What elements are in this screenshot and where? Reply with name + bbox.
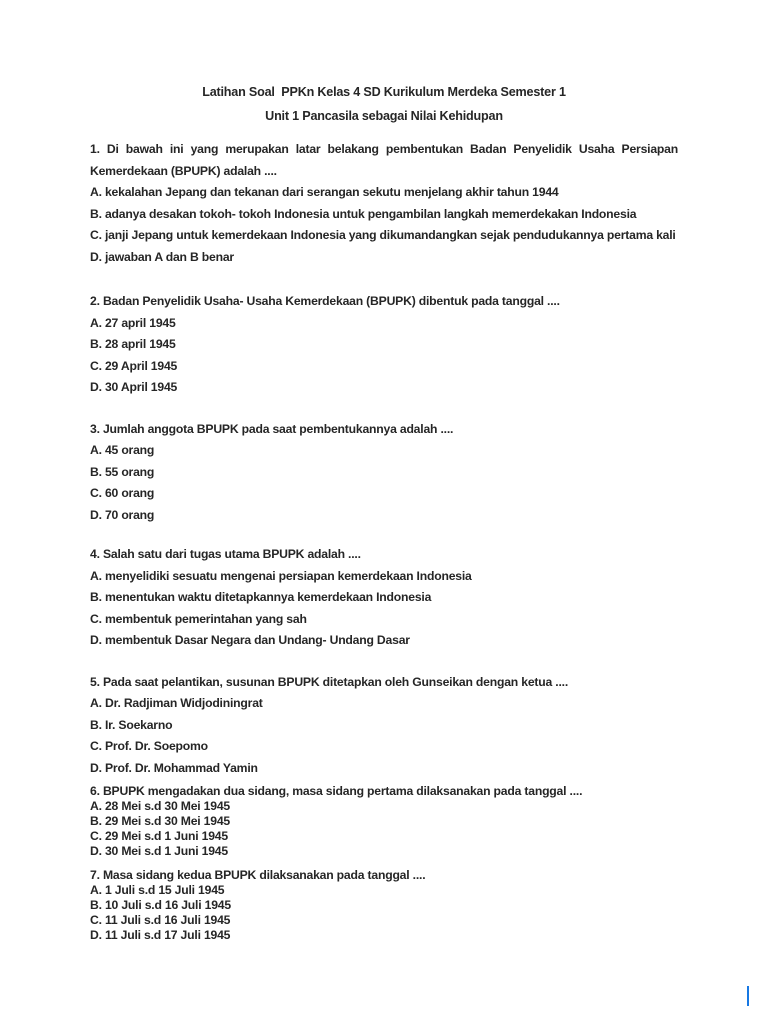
question-2-option-a: A. 27 april 1945 [90, 315, 176, 330]
question-6-option-c: C. 29 Mei s.d 1 Juni 1945 [90, 829, 228, 843]
question-6 [90, 784, 678, 859]
question-2-option-b: B. 28 april 1945 [90, 337, 176, 351]
question-1-option-d: D. jawaban A dan B benar [90, 249, 234, 264]
question-5-option-a: A. Dr. Radjiman Widjodiningrat [90, 696, 263, 710]
question-3-option-a: A. 45 orang [90, 443, 155, 457]
question-7-text: 7. Masa sidang kedua BPUPK dilaksanakan pada tanggal .... [90, 868, 426, 882]
question-2 [90, 291, 678, 399]
question-1-text-continued: Kemerdekaan (BPUPK) adalah .... [90, 163, 277, 178]
question-7 [90, 868, 678, 943]
question-1 [90, 139, 678, 268]
question-7-option-a: A. 1 Juli s.d 15 Juli 1945 [90, 883, 225, 897]
question-5-option-c: C. Prof. Dr. Soepomo [90, 739, 208, 753]
question-4-option-a: A. menyelidiki sesuatu mengenai persiapan kemerdekaan Indonesia [90, 568, 472, 583]
question-6-option-d: D. 30 Mei s.d 1 Juni 1945 [90, 844, 228, 858]
question-3-text: 3. Jumlah anggota BPUPK pada saat pembentukannya adalah .... [90, 421, 454, 436]
question-5 [90, 672, 678, 780]
question-2-option-c: C. 29 April 1945 [90, 358, 178, 373]
question-1-option-b: B. adanya desakan tokoh- tokoh Indonesia untuk pengambilan langkah memerdekakan Indonesia [90, 206, 637, 221]
question-7-option-b: B. 10 Juli s.d 16 Juli 1945 [90, 898, 231, 912]
question-2-text: 2. Badan Penyelidik Usaha- Usaha Kemerdekaan (BPUPK) dibentuk pada tanggal .... [90, 294, 560, 308]
question-7-option-c: C. 11 Juli s.d 16 Juli 1945 [90, 913, 231, 927]
question-5-option-d: D. Prof. Dr. Mohammad Yamin [90, 760, 258, 775]
question-6-text: 6. BPUPK mengadakan dua sidang, masa sidang pertama dilaksanakan pada tanggal .... [90, 784, 583, 798]
question-4 [90, 544, 678, 652]
question-3-option-d: D. 70 orang [90, 507, 155, 522]
question-6-option-a: A. 28 Mei s.d 30 Mei 1945 [90, 799, 230, 813]
question-7-option-d: D. 11 Juli s.d 17 Juli 1945 [90, 928, 231, 942]
question-1-text: 1. Di bawah ini yang merupakan latar belakang pembentukan Badan Penyelidik Usaha Persiapan [90, 142, 678, 156]
question-4-option-d: D. membentuk Dasar Negara dan Undang- Undang Dasar [90, 633, 410, 647]
question-4-text: 4. Salah satu dari tugas utama BPUPK adalah .... [90, 547, 361, 561]
document-subtitle: Unit 1 Pancasila sebagai Nilai Kehidupan [265, 109, 503, 123]
text-cursor[interactable] [747, 986, 749, 1006]
question-1-option-c: C. janji Jepang untuk kemerdekaan Indonesia yang dikumandangkan sejak pendudukannya pertama kali [90, 228, 676, 242]
question-4-option-c: C. membentuk pemerintahan yang sah [90, 611, 307, 626]
question-5-text: 5. Pada saat pelantikan, susunan BPUPK ditetapkan oleh Gunseikan dengan ketua .... [90, 674, 569, 689]
question-6-option-b: B. 29 Mei s.d 30 Mei 1945 [90, 814, 230, 828]
question-2-option-d: D. 30 April 1945 [90, 380, 178, 394]
question-3 [90, 419, 678, 527]
question-3-option-b: B. 55 orang [90, 464, 155, 479]
question-4-option-b: B. menentukan waktu ditetapkannya kemerdekaan Indonesia [90, 590, 432, 604]
question-5-option-b: B. Ir. Soekarno [90, 717, 173, 732]
question-1-option-a: A. kekalahan Jepang dan tekanan dari serangan sekutu menjelang akhir tahun 1944 [90, 185, 559, 199]
document-title: Latihan Soal PPKn Kelas 4 SD Kurikulum Merdeka Semester 1 [202, 85, 566, 99]
question-3-option-c: C. 60 orang [90, 486, 155, 500]
worksheet-content [90, 86, 678, 943]
